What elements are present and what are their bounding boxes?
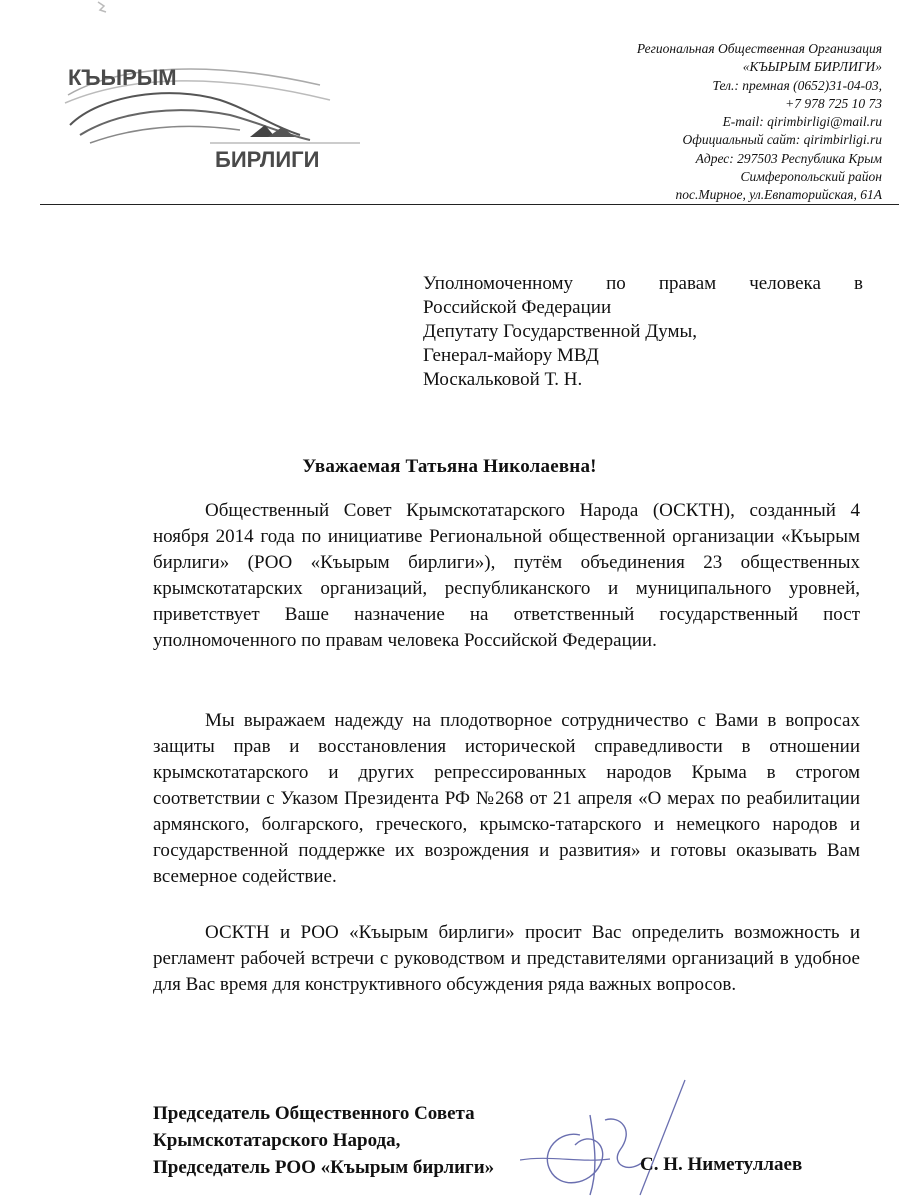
addressee-line-5: Москальковой Т. Н. xyxy=(423,369,583,390)
signatory-name: С. Н. Ниметуллаев xyxy=(640,1154,803,1175)
organization-logo xyxy=(60,55,360,175)
org-line: Тел.: премная (0652)31-04-03, xyxy=(712,77,882,93)
signature-title-line: Крымскотатарского Народа, xyxy=(153,1130,401,1151)
org-line: E-mail: qirimbirligi@mail.ru xyxy=(722,114,882,130)
org-line: Официальный сайт: qirimbirligi.ru xyxy=(682,132,882,148)
addressee-line-3: Депутату Государственной Думы, xyxy=(423,321,697,342)
org-line: пос.Мирное, ул.Евпаторийская, 61А xyxy=(675,187,882,203)
handwritten-signature xyxy=(520,1075,700,1200)
signature-title-line: Председатель РОО «Къырым бирлиги» xyxy=(153,1157,495,1178)
org-line: +7 978 725 10 73 xyxy=(785,95,882,111)
signature-title-block xyxy=(153,1100,494,1181)
body-paragraph-3: ОСКТН и РОО «Къырым бирлиги» просит Вас определить возможность и регламент рабочей встречи с руководством и представителями организаций в удобное для Вас время для конструктивного обсуждения ряда важных вопросов. xyxy=(153,922,860,995)
scan-mark xyxy=(96,0,110,14)
signature-title-line: Председатель Общественного Совета xyxy=(153,1103,475,1124)
salutation: Уважаемая Татьяна Николаевна! xyxy=(302,456,597,477)
logo-word-bottom: БИРЛИГИ xyxy=(215,147,320,172)
logo-word-top: КЪЫРЫМ xyxy=(68,65,177,90)
org-line: Симферопольский район xyxy=(740,169,882,185)
org-line: Региональная Общественная Организация xyxy=(636,41,882,56)
body-paragraph-1: Общественный Совет Крымскотатарского Народа (ОСКТН), созданный 4 ноября 2014 года по инициативе Региональной общественной организации «Къырым бирлиги» (РОО «Къырым бирлиги»), путём объединения 23 общественных крымскотатарских организаций, республиканского и муниципального уровней, приветствует Ваше назначение на ответственный государственный пост уполномоченного по правам человека Российской Федерации. xyxy=(153,500,860,651)
addressee-line-4: Генерал-майору МВД xyxy=(423,345,599,366)
addressee-line-2: Российской Федерации xyxy=(423,297,612,318)
letterhead-contact xyxy=(462,40,882,205)
addressee-block xyxy=(423,272,863,392)
body-paragraph-2: Мы выражаем надежду на плодотворное сотрудничество с Вами в вопросах защиты прав и восстановления исторической справедливости в отношении крымскотатарского и других репрессированных народов Крыма в строгом соответствии с Указом Президента РФ №268 от 21 апреля «О мерах по реабилитации армянского, болгарского, греческого, крымско-татарского и немецкого народов и государственной поддержке их возрождения и развития» и готовы оказывать Вам всемерное содействие. xyxy=(153,710,860,887)
org-line: «КЪЫРЫМ БИРЛИГИ» xyxy=(742,59,882,75)
header-divider xyxy=(40,204,899,205)
org-line: Адрес: 297503 Республика Крым xyxy=(695,150,882,166)
addressee-line-1: Уполномоченному по правам человека в xyxy=(423,273,863,294)
